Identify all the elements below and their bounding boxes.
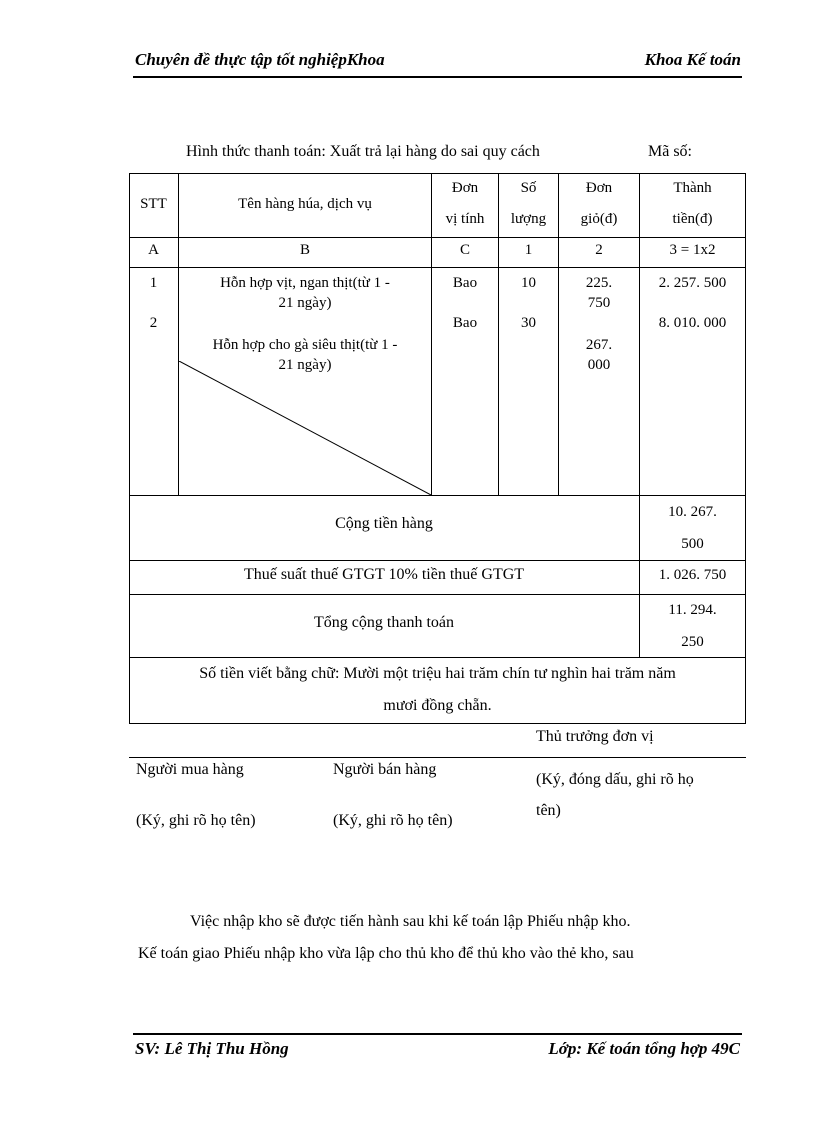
row2-stt: 2 (149, 315, 158, 331)
signature-rule (129, 757, 746, 758)
header-amount-1: Thành (673, 180, 712, 196)
row2-price-line2: 000 (587, 357, 611, 373)
row2-amount: 8. 010. 000 (658, 315, 727, 331)
row1-name-line2: 21 ngày) (278, 295, 332, 311)
subtotal-value-line1: 10. 267. (668, 504, 717, 520)
total-value-line2: 250 (681, 634, 704, 650)
code-qty: 1 (524, 242, 533, 258)
row1-price-line2: 750 (587, 295, 611, 311)
seller-label: Người bán hàng (333, 761, 437, 778)
row2-price-line1: 267. (585, 337, 613, 353)
header-amount-2: tiền(đ) (672, 211, 713, 227)
total-label: Tổng cộng thanh toán (314, 614, 454, 631)
vat-value: 1. 026. 750 (658, 567, 727, 583)
row2-unit: Bao (452, 315, 478, 331)
amount-in-words-line1: Số tiền viết bằng chữ: Mười một triệu hai trăm chín tư nghìn hai trăm năm (199, 665, 676, 682)
code-name: B (299, 242, 310, 258)
header-stt: STT (140, 196, 167, 212)
header-qty-1: Số (520, 180, 537, 196)
head-of-unit-title: Thủ trưởng đơn vị (536, 728, 654, 745)
header-left: Chuyên đề thực tập tốt nghiệpKhoa (135, 50, 385, 69)
code-unit: C (459, 242, 470, 258)
paragraph-line2: Kế toán giao Phiếu nhập kho vừa lập cho thủ kho để thủ kho vào thẻ kho, sau (138, 945, 634, 962)
diagonal-strike-line (179, 361, 431, 495)
code-label: Mã số: (648, 143, 692, 160)
row1-stt: 1 (149, 275, 158, 291)
footer-right: Lớp: Kế toán tổng hợp 49C (548, 1039, 740, 1058)
code-amount: 3 = 1x2 (669, 242, 716, 258)
subtotal-value-line2: 500 (681, 536, 704, 552)
buyer-note: (Ký, ghi rõ họ tên) (136, 812, 256, 829)
header-unit-2: vị tính (445, 211, 485, 227)
row1-unit: Bao (452, 275, 478, 291)
seller-note: (Ký, ghi rõ họ tên) (333, 812, 453, 829)
amount-in-words-line2: mươi đồng chẵn. (383, 697, 492, 714)
code-stt: A (148, 242, 159, 258)
header-qty-2: lượng (510, 211, 547, 227)
paragraph-line1: Việc nhập kho sẽ được tiến hành sau khi kế toán lập Phiếu nhập kho. (190, 913, 631, 930)
head-note-line2: tên) (536, 802, 561, 819)
vat-label: Thuế suất thuế GTGT 10% tiền thuế GTGT (243, 566, 525, 583)
footer-rule (133, 1033, 742, 1035)
header-name: Tên hàng húa, dịch vụ (238, 196, 372, 212)
row2-qty: 30 (521, 315, 536, 331)
row1-price-line1: 225. (585, 275, 613, 291)
total-value-line1: 11. 294. (668, 602, 717, 618)
buyer-label: Người mua hàng (136, 761, 244, 778)
header-unit-1: Đơn (451, 180, 479, 196)
row1-qty: 10 (521, 275, 536, 291)
row2-name-line2: 21 ngày) (278, 357, 332, 373)
footer-left: SV: Lê Thị Thu Hồng (135, 1039, 289, 1058)
row1-name-line1: Hỗn hợp vịt, ngan thịt(từ 1 - (220, 275, 390, 291)
invoice-table (129, 173, 746, 724)
row2-name-line1: Hỗn hợp cho gà siêu thịt(từ 1 - (212, 337, 398, 353)
header-right: Khoa Kế toán (644, 50, 741, 69)
header-price-1: Đơn (585, 180, 613, 196)
header-rule (133, 76, 742, 78)
head-note-line1: (Ký, đóng dấu, ghi rõ họ (536, 771, 694, 788)
subtotal-label: Cộng tiền hàng (335, 515, 433, 532)
payment-method: Hình thức thanh toán: Xuất trả lại hàng do sai quy cách (186, 143, 540, 160)
row1-amount: 2. 257. 500 (658, 275, 727, 291)
code-price: 2 (595, 242, 603, 258)
header-price-2: giỏ(đ) (580, 211, 618, 227)
